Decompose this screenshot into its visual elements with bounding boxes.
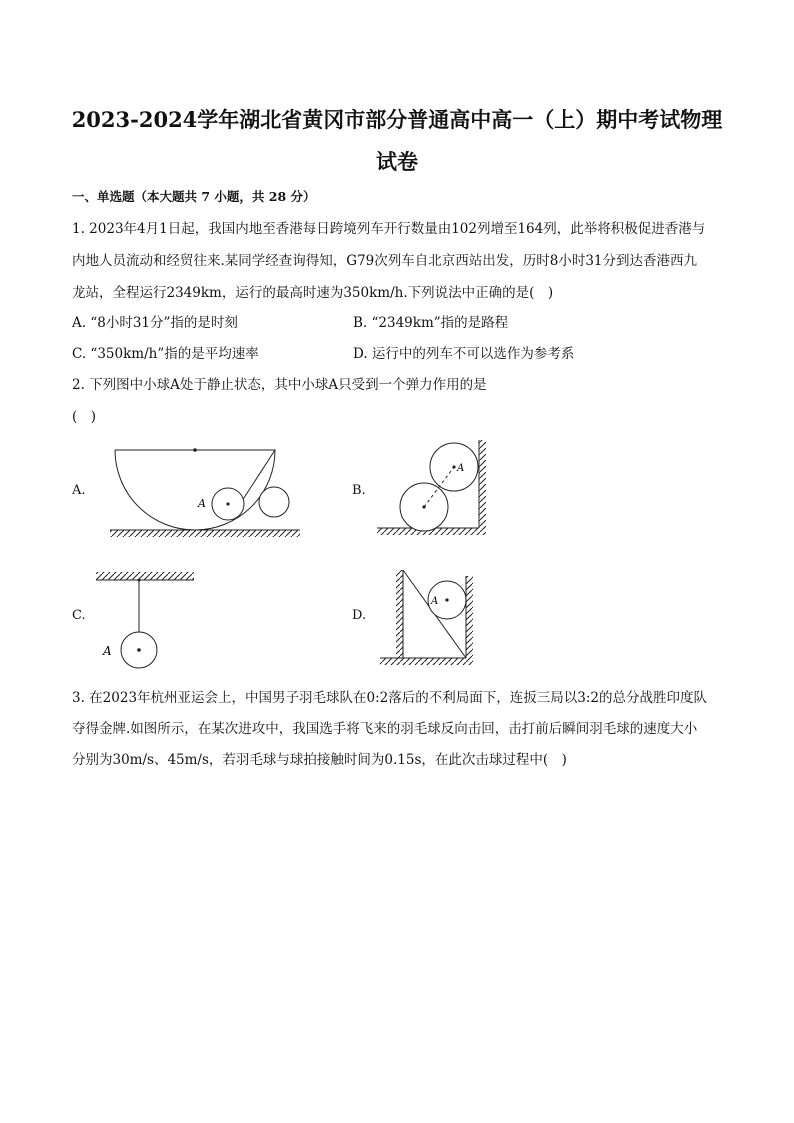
q3-text-line1: 3. 在2023年杭州亚运会上，中国男子羽毛球队在0:2落后的不利局面下，连扳三局以3:2的总分战胜印度队 [72,690,707,706]
q2-figure-d [376,566,486,670]
bowl-shape [115,450,275,530]
wall-hatch [479,440,486,528]
ball-a-label: A [198,497,206,510]
ball-a-label: A [457,463,465,474]
q1-option-c: C. “350km/h”指的是平均速率 [72,346,259,362]
q3-text-line2: 夺得金牌.如图所示，在某次进攻中，我国选手将飞来的羽毛球反向击回，击打前后瞬间羽毛球的速度大小 [72,721,698,737]
q1-text-line3: 龙站，全程运行2349km，运行的最高时速为350km/h.下列说法中正确的是( ) [72,285,554,301]
q2-figure-a-label: A. [72,483,86,498]
q2-figure-a [100,440,310,550]
q1-option-b: B. “2349km”指的是路程 [353,315,509,331]
page-title-line2: 试卷 [376,149,418,174]
q2-figure-c-label: C. [72,608,86,623]
q1-option-a: A. “8小时31分”指的是时刻 [72,315,238,331]
ball-a-label: A [103,644,112,658]
q2-text-line2: ( ) [72,409,97,425]
ball-outer [259,487,289,517]
q3-text-line3: 分别为30m/s、45m/s，若羽毛球与球拍接触时间为0.15s，在此次击球过程中( ) [72,752,567,768]
q2-figure-d-label: D. [352,608,367,623]
page-title-line1: 2023-2024学年湖北省黄冈市部分普通高中高一（上）期中考试物理 [71,107,723,132]
q2-figure-b-label: B. [352,483,366,498]
section-heading: 一、单选题（本大题共 7 小题，共 28 分） [72,189,316,204]
right-wall-hatch [466,576,473,658]
q2-figure-c [96,568,206,673]
q2-text-line1: 2. 下列图中小球A处于静止状态，其中小球A只受到一个弹力作用的是 [72,377,487,393]
q1-text-line1: 1. 2023年4月1日起，我国内地至香港每日跨境列车开行数量由102列增至164列，此举将积极促进香港与 [72,221,706,237]
ceiling-hatch [96,572,194,580]
q1-option-d: D. 运行中的列车不可以选作为参考系 [353,346,575,362]
q1-text-line2: 内地人员流动和经贸往来.某同学经查询得知，G79次列车自北京西站出发，历时8小时31分到达香港西九 [72,253,698,269]
floor-hatch [380,658,473,665]
left-wall-hatch [396,570,403,658]
ground-hatch [110,530,300,537]
q2-figure-b [372,436,496,546]
ball-a-label: A [431,596,439,607]
